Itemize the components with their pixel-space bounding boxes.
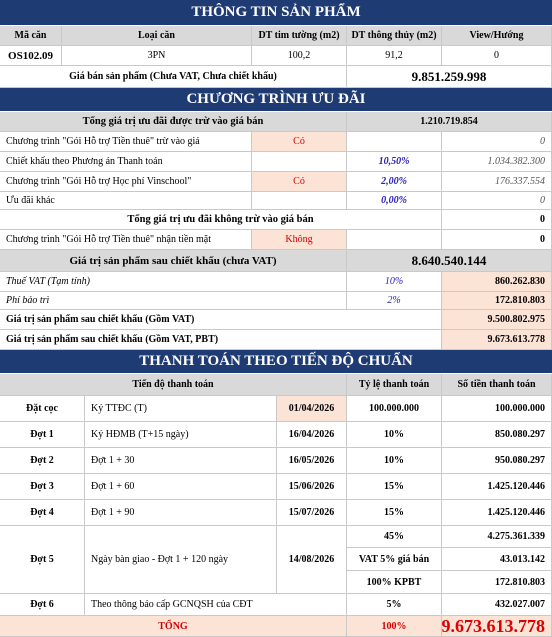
col-view-header: View/Hướng: [442, 26, 552, 46]
payment-desc: Đợt 1 + 30: [85, 448, 277, 474]
net-price-value: 8.640.540.144: [347, 250, 552, 272]
total-ratio: 100%: [347, 616, 442, 637]
payment-section-title: THANH TOÁN THEO TIẾN ĐỘ CHUẨN: [0, 350, 552, 374]
promo-not-deducted-label: Tổng giá trị ưu đãi không trừ vào giá bán: [0, 210, 442, 230]
payment-total-row: [0, 616, 552, 637]
payment-ratio: 100.000.000: [347, 396, 442, 422]
promo-item-label: Chương trình "Gói Hỗ trợ Tiền thuê" trừ vào giá: [0, 132, 252, 152]
progress-header: Tiến độ thanh toán: [0, 374, 347, 396]
promo-item-rate: [347, 132, 442, 152]
payment-amount: 850.080.297: [442, 422, 552, 448]
payment-row: [0, 474, 552, 500]
vat-row: [0, 272, 552, 292]
net-area: 91,2: [347, 46, 442, 66]
payment-stage: Đợt 3: [0, 474, 85, 500]
promo-not-deducted-value: 0: [442, 210, 552, 230]
payment-row: [0, 448, 552, 474]
payment-amount: 1.425.120.446: [442, 500, 552, 526]
promo-item-label: Ưu đãi khác: [0, 192, 252, 210]
payment-stage: Đợt 4: [0, 500, 85, 526]
promo-item-amount: 0: [442, 132, 552, 152]
vat-value: 860.262.830: [442, 272, 552, 292]
payment-date: 16/04/2026: [277, 422, 347, 448]
promo-item-flag: Có: [252, 172, 347, 192]
payment-desc: Ký TTĐC (T): [85, 396, 277, 422]
promo-item-flag: Có: [252, 132, 347, 152]
payment-ratio: VAT 5% giá bán: [347, 548, 442, 571]
payment-date: 15/06/2026: [277, 474, 347, 500]
vat-label: Thuế VAT (Tạm tính): [0, 272, 347, 292]
payment-row: [0, 594, 552, 616]
promo-item-amount: 0: [442, 192, 552, 210]
promo-item-amount: 176.337.554: [442, 172, 552, 192]
promo-item-row: [0, 152, 552, 172]
view-direction: 0: [442, 46, 552, 66]
payment-amount: 950.080.297: [442, 448, 552, 474]
payment-amount: 43.013.142: [442, 548, 552, 571]
promo-item-row: [0, 132, 552, 152]
promo-item-row: [0, 192, 552, 210]
payment-stage: Đặt cọc: [0, 396, 85, 422]
promo-item-flag: [252, 192, 347, 210]
incl-all-row: [0, 330, 552, 350]
net-price-label: Giá trị sản phẩm sau chiết khấu (chưa VAT): [0, 250, 347, 272]
cash-rent-label: Chương trình "Gói Hỗ trợ Tiền thuê" nhận tiền mặt: [0, 230, 252, 250]
amount-header: Số tiền thanh toán: [442, 374, 552, 396]
product-section-title: THÔNG TIN SẢN PHẨM: [0, 0, 552, 26]
payment-amount: 432.027.007: [442, 594, 552, 616]
payment-amount: 100.000.000: [442, 396, 552, 422]
promo-deducted-total-row: [0, 112, 552, 132]
payment-ratio: 15%: [347, 474, 442, 500]
promo-item-rate: 10,50%: [347, 152, 442, 172]
payment-row: [0, 396, 552, 422]
product-section-header: [0, 0, 552, 26]
payment-stage: Đợt 2: [0, 448, 85, 474]
promo-item-rate: 0,00%: [347, 192, 442, 210]
gross-area: 100,2: [252, 46, 347, 66]
col-code-header: Mã căn: [0, 26, 62, 46]
payment-stage5-line: [0, 571, 552, 594]
payment-desc: Đợt 1 + 60: [85, 474, 277, 500]
promo-item-amount: 1.034.382.300: [442, 152, 552, 172]
payment-stage: Đợt 1: [0, 422, 85, 448]
payment-stage5-line: [0, 526, 552, 548]
payment-section-header: [0, 350, 552, 374]
total-label: TỔNG: [0, 616, 347, 637]
payment-ratio: 45%: [347, 526, 442, 548]
maintenance-row: [0, 292, 552, 310]
payment-date: 16/05/2026: [277, 448, 347, 474]
payment-date: 14/08/2026: [277, 526, 347, 594]
promo-section-header: [0, 88, 552, 112]
total-amount: 9.673.613.778: [442, 616, 552, 637]
payment-ratio: 100% KPBT: [347, 571, 442, 594]
payment-amount: 4.275.361.339: [442, 526, 552, 548]
promo-item-flag: [252, 152, 347, 172]
payment-date: 15/07/2026: [277, 500, 347, 526]
cash-rent-row: [0, 230, 552, 250]
promo-section-title: CHƯƠNG TRÌNH ƯU ĐÃI: [0, 88, 552, 112]
payment-desc: Ký HĐMB (T+15 ngày): [85, 422, 277, 448]
payment-desc: Đợt 1 + 90: [85, 500, 277, 526]
payment-amount: 1.425.120.446: [442, 474, 552, 500]
vat-rate: 10%: [347, 272, 442, 292]
promo-item-label: Chiết khấu theo Phương án Thanh toán: [0, 152, 252, 172]
incl-vat-label: Giá trị sản phẩm sau chiết khấu (Gồm VAT): [0, 310, 442, 330]
payment-ratio: 10%: [347, 448, 442, 474]
promo-deducted-total-value: 1.210.719.854: [347, 112, 552, 132]
product-value-row: [0, 46, 552, 66]
unit-type: 3PN: [62, 46, 252, 66]
promo-deducted-total-label: Tổng giá trị ưu đãi được trừ vào giá bán: [0, 112, 347, 132]
payment-ratio: 10%: [347, 422, 442, 448]
payment-date: 01/04/2026: [277, 396, 347, 422]
maintenance-rate: 2%: [347, 292, 442, 310]
payment-stage: Đợt 6: [0, 594, 85, 616]
incl-all-label: Giá trị sản phẩm sau chiết khấu (Gồm VAT, PBT): [0, 330, 442, 350]
unit-code: OS102.09: [0, 46, 62, 66]
cash-rent-value: 0: [442, 230, 552, 250]
promo-item-rate: 2,00%: [347, 172, 442, 192]
payment-desc: Theo thông báo cấp GCNQSH của CĐT: [85, 594, 347, 616]
col-net-area-header: DT thông thủy (m2): [347, 26, 442, 46]
payment-row: [0, 500, 552, 526]
col-type-header: Loại căn: [62, 26, 252, 46]
promo-item-row: [0, 172, 552, 192]
col-gross-area-header: DT tim tường (m2): [252, 26, 347, 46]
maintenance-label: Phí bảo trì: [0, 292, 347, 310]
payment-row: [0, 422, 552, 448]
payment-desc: Ngày bàn giao - Đợt 1 + 120 ngày: [85, 526, 277, 594]
payment-stage: Đợt 5: [0, 526, 85, 594]
cash-rent-flag: Không: [252, 230, 347, 250]
net-price-row: [0, 250, 552, 272]
incl-vat-row: [0, 310, 552, 330]
payment-header-row: [0, 374, 552, 396]
promo-not-deducted-row: [0, 210, 552, 230]
list-price-label: Giá bán sản phẩm (Chưa VAT, Chưa chiết khấu): [0, 66, 347, 88]
payment-amount: 172.810.803: [442, 571, 552, 594]
payment-stage5-line: [0, 548, 552, 571]
payment-ratio: 15%: [347, 500, 442, 526]
ratio-header: Tỷ lệ thanh toán: [347, 374, 442, 396]
promo-item-label: Chương trình "Gói Hỗ trợ Học phí Vinschool": [0, 172, 252, 192]
list-price-row: [0, 66, 552, 88]
maintenance-value: 172.810.803: [442, 292, 552, 310]
incl-vat-value: 9.500.802.975: [442, 310, 552, 330]
incl-all-value: 9.673.613.778: [442, 330, 552, 350]
product-header-row: [0, 26, 552, 46]
cash-rent-empty: [347, 230, 442, 250]
payment-ratio: 5%: [347, 594, 442, 616]
list-price-value: 9.851.259.998: [347, 66, 552, 88]
